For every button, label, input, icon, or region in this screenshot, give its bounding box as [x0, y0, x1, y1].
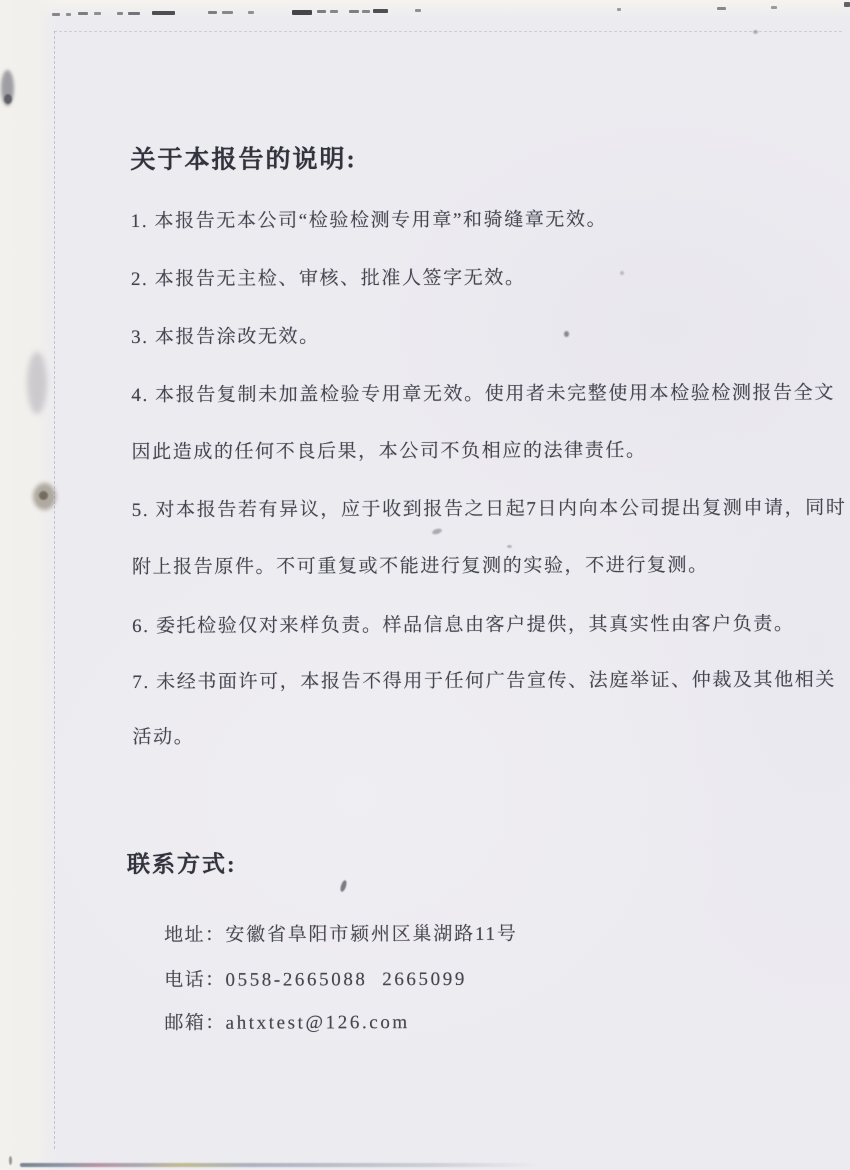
- contact-email-label: 邮箱：: [164, 1012, 226, 1034]
- report-note-3: 3. 本报告涂改无效。: [131, 326, 320, 349]
- contact-address-label: 地址：: [164, 924, 226, 946]
- contact-phone-label: 电话：: [164, 969, 226, 991]
- report-note-4-line2: 因此造成的任何不良后果，本公司不负相应的法律责任。: [131, 440, 647, 464]
- report-note-5-line1: 5. 对本报告若有异议，应于收到报告之日起7日内向本公司提出复测申请，同时: [131, 497, 847, 522]
- contact-phone-value: 0558-2665088 2665099: [225, 968, 467, 991]
- contact-email-value: ahtxtest@126.com: [225, 1012, 410, 1034]
- report-note-5-line2: 附上报告原件。不可重复或不能进行复测的实验，不进行复测。: [131, 555, 709, 579]
- contact-email: [127, 985, 410, 1057]
- report-note-7-line1: 7. 未经书面许可，本报告不得用于任何广告宣传、法庭举证、仲裁及其他相关: [132, 669, 836, 694]
- page-title: 关于本报告的说明:: [130, 146, 357, 175]
- report-note-6: 6. 委托检验仅对来样负责。样品信息由客户提供，其真实性由客户负责。: [132, 613, 795, 638]
- report-note-7-line2: 活动。: [132, 726, 195, 749]
- contact-address-value: 安徽省阜阳市颍州区巢湖路11号: [225, 923, 518, 946]
- contact-heading: 联系方式:: [126, 851, 237, 878]
- report-note-4-line1: 4. 本报告复制未加盖检验专用章无效。使用者未完整使用本检验检测报告全文: [131, 382, 835, 407]
- report-note-2: 2. 本报告无主检、审核、批准人签字无效。: [130, 267, 526, 291]
- report-note-1: 1. 本报告无本公司“检验检测专用章”和骑缝章无效。: [130, 209, 608, 233]
